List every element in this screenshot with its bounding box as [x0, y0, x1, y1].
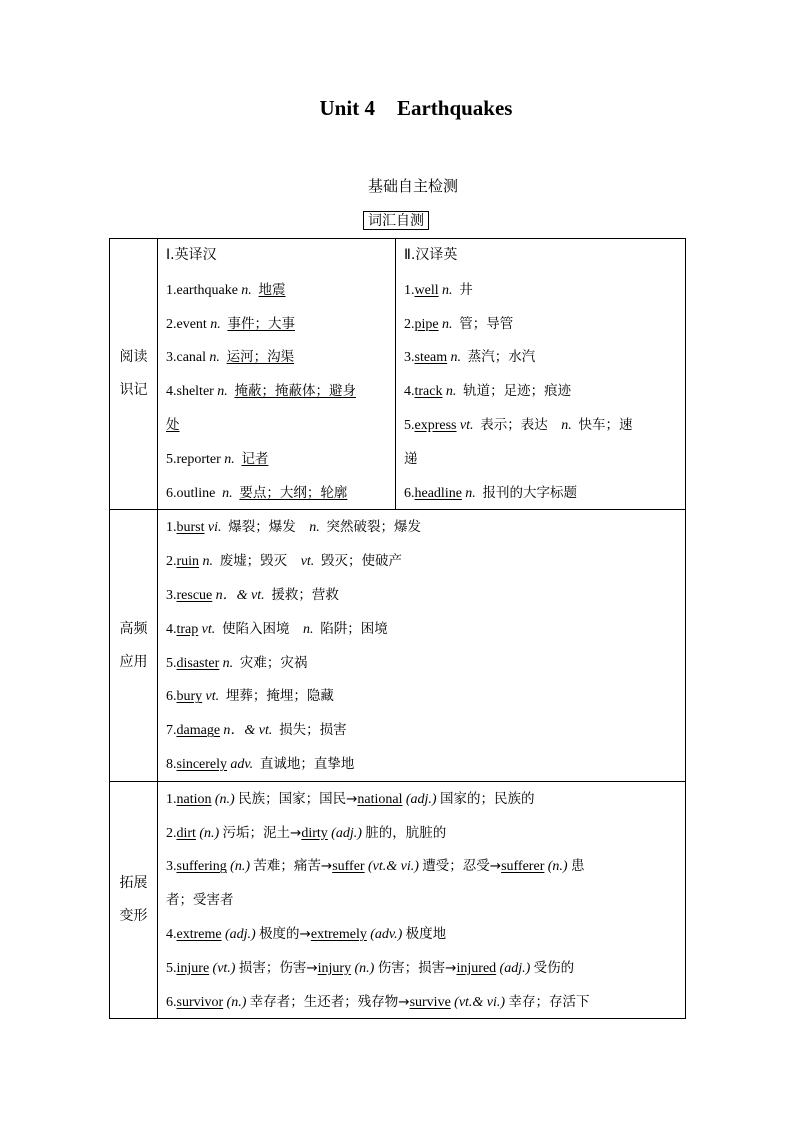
text-fragment: 埋葬；掩埋；隐藏 [225, 688, 334, 705]
section-subtitle: 基础自主检测 [367, 177, 458, 195]
answer: survive [409, 994, 451, 1010]
text-fragment: (n.) [214, 791, 235, 807]
text-fragment: (vt.) [212, 960, 236, 976]
answer: bury [176, 689, 203, 705]
text-fragment: 3. [166, 350, 177, 366]
text-fragment: 损失；损害 [279, 722, 347, 739]
text-fragment: n. [465, 485, 476, 501]
text-fragment: (vt.& vi.) [367, 859, 419, 875]
text-fragment: 5. [166, 655, 177, 671]
text-fragment: n. [561, 417, 572, 433]
vocab-box-label: 词汇自测 [363, 211, 429, 230]
text-fragment: 损害；伤害→ [238, 959, 318, 976]
title-unit: Unit 4 [319, 96, 375, 120]
expand-label [110, 781, 158, 1019]
frequent-list [158, 510, 686, 781]
answer: well [414, 282, 439, 298]
en-to-cn-column [158, 239, 396, 510]
text-fragment: 苦难；痛苦→ [253, 858, 333, 875]
text-fragment: 表示；表达 [480, 416, 548, 433]
list-item [158, 747, 685, 781]
text-fragment: 陷阱；困境 [320, 620, 388, 637]
text-fragment: n. [222, 485, 233, 501]
text-fragment: shelter [176, 384, 214, 400]
text-fragment: 蒸汽；水汽 [467, 349, 536, 366]
text-fragment: n. [210, 316, 221, 332]
text-fragment: 识记 [119, 382, 148, 399]
text-fragment: 拓展 [119, 875, 148, 892]
text-fragment: 2. [166, 825, 177, 841]
text-fragment: 1. [404, 282, 415, 298]
list-item [158, 816, 685, 850]
text-fragment: 变形 [119, 908, 148, 925]
text-fragment: vt. [201, 621, 216, 637]
text-fragment: 遭受；忍受→ [422, 858, 502, 875]
list-item [158, 917, 685, 951]
text-fragment: outline [176, 485, 216, 501]
list-item [158, 374, 395, 408]
text-fragment: 高频 [119, 620, 148, 637]
text-fragment: 灾难；灾祸 [239, 654, 308, 671]
list-item [158, 544, 685, 578]
cn-to-en-column [396, 239, 686, 510]
text-fragment: 者；受害者 [166, 892, 234, 909]
answer: suffer [332, 859, 365, 875]
text-fragment: 递 [404, 450, 418, 467]
list-item [158, 307, 395, 341]
answer: injury [317, 960, 352, 976]
answer: trap [176, 621, 199, 637]
text-fragment: 3. [166, 859, 177, 875]
text-fragment: (vt.& vi.) [454, 994, 506, 1010]
text-fragment: 管；导管 [459, 315, 514, 332]
text-fragment: n. [209, 350, 220, 366]
text-fragment: n. [450, 350, 462, 366]
text-fragment: 伤害；损害→ [377, 959, 457, 976]
text-fragment: 极度地 [405, 925, 447, 942]
text-fragment: 阅读 [119, 349, 148, 366]
text-fragment: 5. [404, 417, 415, 433]
list-item [158, 510, 685, 544]
answer: express [414, 417, 457, 433]
list-item [158, 273, 395, 307]
text-fragment: 1. [166, 282, 177, 298]
text-fragment: 毁灭；使破产 [321, 553, 403, 570]
text-fragment: 快车；速 [578, 416, 633, 433]
list-item [158, 713, 685, 747]
text-fragment: earthquake [176, 282, 238, 298]
text-fragment: event [176, 316, 207, 332]
answer: national [357, 791, 403, 807]
text-fragment: 极度的→ [259, 925, 311, 942]
answer: injured [456, 960, 497, 976]
text-fragment: reporter [176, 451, 221, 467]
text-fragment: (n.) [354, 960, 375, 976]
text-fragment: 3. [166, 587, 177, 603]
answer: burst [176, 520, 205, 536]
text-fragment: vi. [207, 520, 222, 536]
text-fragment: 5. [166, 451, 177, 467]
text-fragment: (adv.) [370, 926, 403, 942]
text-fragment: 国家的；民族的 [439, 790, 535, 807]
answer: injure [176, 960, 210, 976]
answer: dirty [301, 825, 328, 841]
answer: nation [176, 791, 212, 807]
answer: sincerely [176, 756, 228, 772]
list-item [158, 646, 685, 680]
answer: 地震 [258, 281, 286, 298]
text-fragment: 幸存者；生还者；残存物→ [249, 993, 410, 1010]
text-fragment: n. [445, 384, 457, 400]
list-item [158, 782, 685, 816]
answer: extreme [176, 926, 222, 942]
text-fragment: (adj.) [405, 791, 437, 807]
text-fragment: n. [441, 282, 453, 298]
text-fragment: 爆裂；爆发 [228, 519, 296, 536]
en-to-cn-header: Ⅰ.英译汉 [166, 247, 217, 263]
text-fragment: (n.) [547, 859, 568, 875]
text-fragment: 1. [166, 520, 177, 536]
reading-section [110, 239, 686, 510]
list-item [396, 374, 685, 408]
text-fragment: 2. [404, 316, 415, 332]
text-fragment: n. [202, 554, 213, 570]
text-fragment: n．& vt. [223, 723, 273, 739]
answer: 要点；大纲；轮廓 [239, 484, 348, 501]
text-fragment: 突然破裂；爆发 [326, 519, 421, 536]
text-fragment: (n.) [230, 859, 250, 875]
text-fragment: 8. [166, 756, 177, 772]
text-fragment: 使陷入困境 [222, 620, 290, 637]
answer: 运河；沟渠 [226, 349, 295, 366]
list-item [396, 476, 685, 510]
text-fragment: 幸存；存活下 [508, 993, 590, 1010]
list-item [158, 442, 395, 476]
text-fragment: vt. [459, 417, 474, 433]
list-item [158, 985, 685, 1019]
text-fragment: n．& vt. [215, 587, 265, 603]
text-fragment: n. [303, 621, 314, 637]
answer: headline [414, 485, 462, 501]
text-fragment: 患 [570, 858, 585, 875]
list-item [158, 951, 685, 985]
text-fragment: (n.) [226, 994, 247, 1010]
text-fragment: (adj.) [499, 960, 531, 976]
answer: steam [414, 350, 448, 366]
text-fragment: 4. [166, 926, 177, 942]
list-item [396, 273, 685, 307]
list-item [158, 476, 395, 510]
title-topic: Earthquakes [396, 96, 513, 120]
list-item [158, 679, 685, 713]
text-fragment: 4. [166, 621, 177, 637]
text-fragment: vt. [205, 689, 220, 705]
vocab-table [109, 238, 686, 1019]
text-fragment: 6. [166, 485, 177, 501]
answer: 记者 [241, 450, 269, 467]
answer: survivor [176, 994, 224, 1010]
text-fragment: (adj.) [224, 926, 256, 942]
text-fragment: 报刊的大字标题 [482, 484, 578, 501]
text-fragment: (adj.) [331, 825, 362, 841]
list-item-cont [396, 442, 685, 476]
text-fragment: 3. [404, 350, 415, 366]
text-fragment: n. [222, 655, 234, 671]
list-item [158, 849, 685, 883]
page-title [0, 96, 794, 121]
answer: pipe [414, 316, 439, 332]
answer: disaster [176, 655, 220, 671]
text-fragment: 6. [404, 485, 415, 501]
list-item [396, 307, 685, 341]
text-fragment: (n.) [199, 825, 220, 841]
answer: 掩蔽；掩蔽体；避身 [234, 383, 356, 400]
cn-to-en-header: Ⅱ.汉译英 [404, 247, 458, 263]
answer: suffering [176, 859, 227, 875]
answer: track [414, 384, 443, 400]
text-fragment: 污垢；泥土→ [222, 824, 302, 841]
text-fragment: 民族；国家；国民→ [238, 790, 358, 807]
answer: dirt [176, 825, 196, 841]
list-item-cont [158, 408, 395, 442]
expand-section [110, 781, 686, 1019]
text-fragment: n. [241, 282, 252, 298]
answer: 事件；大事 [227, 315, 295, 332]
text-fragment: 脏的，肮脏的 [365, 824, 447, 841]
answer: extremely [310, 926, 367, 942]
text-fragment: n. [441, 316, 453, 332]
text-fragment: 井 [459, 281, 473, 298]
text-fragment: 1. [166, 791, 177, 807]
text-fragment: 废墟；毁灭 [219, 553, 288, 570]
text-fragment: vt. [300, 554, 315, 570]
answer: sufferer [501, 859, 545, 875]
text-fragment: 应用 [119, 653, 148, 670]
text-fragment: 6. [166, 689, 177, 705]
text-fragment: 4. [166, 384, 177, 400]
text-fragment: 4. [404, 384, 415, 400]
text-fragment: n. [224, 451, 235, 467]
text-fragment: 轨道；足迹；痕迹 [463, 383, 572, 400]
text-fragment: 受伤的 [533, 959, 575, 976]
answer: ruin [176, 554, 200, 570]
expand-list [158, 781, 686, 1019]
frequent-label [110, 510, 158, 781]
list-item [396, 340, 685, 374]
text-fragment: 6. [166, 994, 177, 1010]
text-fragment: 5. [166, 960, 177, 976]
text-fragment: adv. [230, 756, 254, 772]
text-fragment: 7. [166, 723, 177, 739]
text-fragment: canal [176, 350, 207, 366]
answer: 处 [166, 416, 180, 433]
list-item [158, 578, 685, 612]
text-fragment: 2. [166, 316, 177, 332]
answer: damage [176, 723, 221, 739]
list-item-cont [158, 883, 685, 917]
reading-label [110, 239, 158, 510]
text-fragment: 2. [166, 554, 177, 570]
text-fragment: n. [309, 520, 320, 536]
answer: rescue [176, 587, 213, 603]
text-fragment: n. [217, 384, 228, 400]
list-item [396, 408, 685, 442]
text-fragment: 援救；营救 [271, 586, 339, 603]
list-item [158, 340, 395, 374]
frequent-section [110, 510, 686, 781]
list-item [158, 612, 685, 646]
text-fragment: 直诚地；直挚地 [259, 755, 355, 772]
